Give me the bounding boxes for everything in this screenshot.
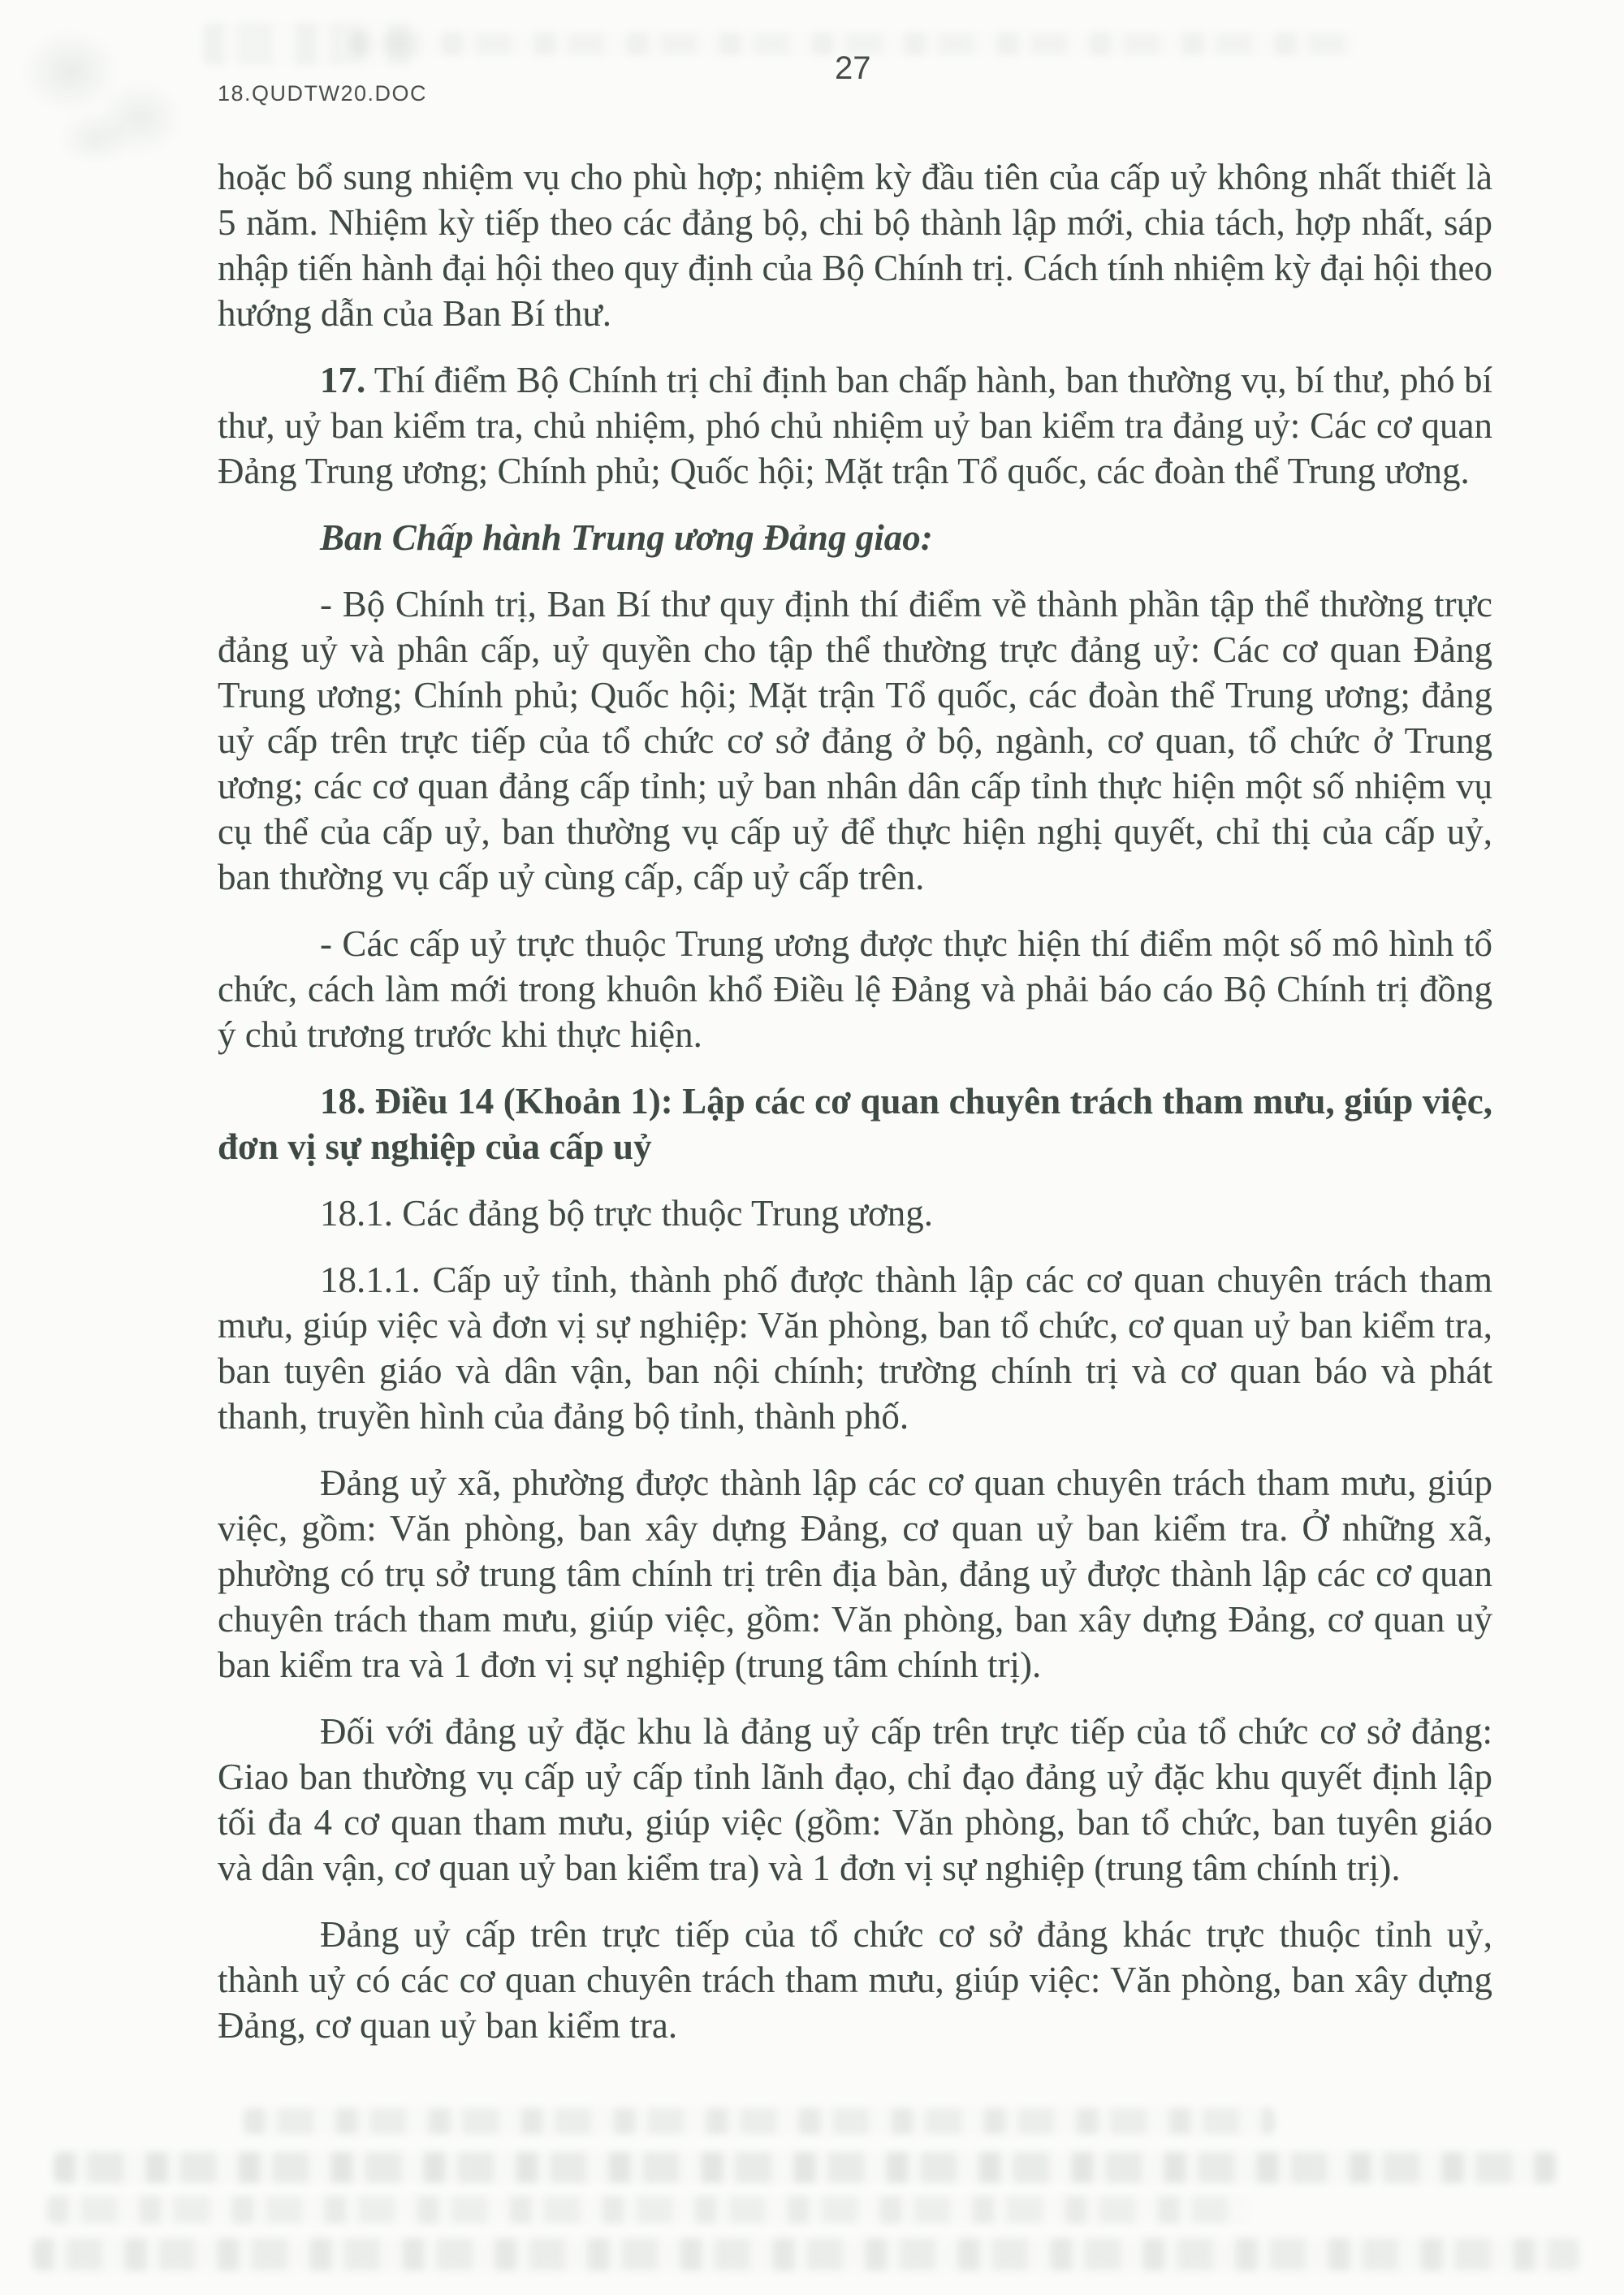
paragraph-18-1-1 bbox=[218, 1257, 1492, 1439]
page-number: 27 bbox=[835, 50, 871, 86]
paragraph-18-1 bbox=[218, 1191, 1492, 1236]
doc-filename: 18.QUDTW20.DOC bbox=[218, 81, 428, 106]
paragraph-text: hoặc bổ sung nhiệm vụ cho phù hợp; nhiệm kỳ đầu tiên của cấp uỷ không nhất thiết là 5 năm. Nhiệm kỳ tiếp theo các đảng bộ, chi bộ thành lập mới, chia tách, hợp nhất, sáp nhập tiến hành đại hội theo quy định của Bộ Chính trị. Cách tính nhiệm kỳ đại hội theo hướng dẫn của Ban Bí thư. bbox=[218, 157, 1492, 334]
scan-artifact-top-center bbox=[203, 23, 422, 65]
heading-item-18 bbox=[218, 1078, 1492, 1169]
heading-text: Điều 14 (Khoản 1): Lập các cơ quan chuyên trách tham mưu, giúp việc, đơn vị sự nghiệp của cấp uỷ bbox=[218, 1081, 1492, 1167]
item-number: 18. bbox=[320, 1081, 366, 1122]
paragraph-text: Đảng uỷ cấp trên trực tiếp của tổ chức cơ sở đảng khác trực thuộc tỉnh uỷ, thành uỷ có các cơ quan chuyên trách tham mưu, giúp việc: Văn phòng, ban xây dựng Đảng, cơ quan uỷ ban kiểm tra. bbox=[218, 1914, 1492, 2046]
paragraph-text: - Các cấp uỷ trực thuộc Trung ương được thực hiện thí điểm một số mô hình tổ chức, cách làm mới trong khuôn khổ Điều lệ Đảng và phải báo cáo Bộ Chính trị đồng ý chủ trương trước khi thực hiện. bbox=[218, 923, 1492, 1055]
paragraph-continuation bbox=[218, 154, 1492, 336]
scan-artifact-bleedthrough-row bbox=[54, 2152, 1556, 2183]
paragraph-text: 18.1. Các đảng bộ trực thuộc Trung ương. bbox=[320, 1193, 934, 1234]
paragraph-cac-cap-uy bbox=[218, 921, 1492, 1057]
item-number: 17. bbox=[320, 360, 366, 400]
heading-text: Ban Chấp hành Trung ương Đảng giao: bbox=[320, 517, 933, 558]
paragraph-dang-uy-dac-khu bbox=[218, 1709, 1492, 1891]
scan-artifact-bleedthrough-row bbox=[244, 2108, 1275, 2134]
paragraph-text: Thí điểm Bộ Chính trị chỉ định ban chấp hành, ban thường vụ, bí thư, phó bí thư, uỷ ban kiểm tra, chủ nhiệm, phó chủ nhiệm uỷ ban kiểm tra đảng uỷ: Các cơ quan Đảng Trung ương; Chính phủ; Quốc hội; Mặt trận Tổ quốc, các đoàn thể Trung ương. bbox=[218, 360, 1492, 491]
scan-artifact-bleedthrough-row bbox=[47, 2196, 1249, 2224]
paragraph-text: - Bộ Chính trị, Ban Bí thư quy định thí điểm về thành phần tập thể thường trực đảng uỷ và phân cấp, uỷ quyền cho tập thể thường trực đảng uỷ: Các cơ quan Đảng Trung ương; Chính phủ; Quốc hội; Mặt trận Tổ quốc, các đoàn thể Trung ương; đảng uỷ cấp trên trực tiếp của tổ chức cơ sở đảng ở bộ, ngành, cơ quan, tổ chức ở Trung ương; các cơ quan đảng cấp tỉnh; uỷ ban nhân dân cấp tỉnh thực hiện một số nhiệm vụ cụ thể của cấp uỷ, ban thường vụ cấp uỷ để thực hiện nghị quyết, chỉ thị của cấp uỷ, ban thường vụ cấp uỷ cùng cấp, cấp uỷ cấp trên. bbox=[218, 584, 1492, 897]
paragraph-text: Đảng uỷ xã, phường được thành lập các cơ quan chuyên trách tham mưu, giúp việc, gồm: Văn phòng, ban xây dựng Đảng, cơ quan uỷ ban kiểm tra. Ở những xã, phường có trụ sở trung tâm chính trị trên địa bàn, đảng uỷ được thành lập các cơ quan chuyên trách tham mưu, giúp việc, gồm: Văn phòng, ban xây dựng Đảng, cơ quan uỷ ban kiểm tra và 1 đơn vị sự nghiệp (trung tâm chính trị). bbox=[218, 1463, 1492, 1685]
paragraph-text: 18.1.1. Cấp uỷ tỉnh, thành phố được thành lập các cơ quan chuyên trách tham mưu, giúp việc và đơn vị sự nghiệp: Văn phòng, ban tổ chức, cơ quan uỷ ban kiểm tra, ban tuyên giáo và dân vận, ban nội chính; trường chính trị và cơ quan báo và phát thanh, truyền hình của đảng bộ tỉnh, thành phố. bbox=[218, 1260, 1492, 1437]
document-body bbox=[218, 154, 1492, 2069]
scan-artifact-top-left bbox=[18, 24, 192, 158]
paragraph-dang-uy-xa bbox=[218, 1460, 1492, 1688]
scan-artifact-bleedthrough-row bbox=[32, 2238, 1579, 2271]
paragraph-bo-chinh-tri bbox=[218, 581, 1492, 900]
paragraph-text: Đối với đảng uỷ đặc khu là đảng uỷ cấp trên trực tiếp của tổ chức cơ sở đảng: Giao ban thường vụ cấp uỷ cấp tỉnh lãnh đạo, chỉ đạo đảng uỷ đặc khu quyết định lập tối đa 4 cơ quan tham mưu, giúp việc (gồm: Văn phòng, ban tổ chức, ban tuyên giáo và dân vận, cơ quan uỷ ban kiểm tra) và 1 đơn vị sự nghiệp (trung tâm chính trị). bbox=[218, 1711, 1492, 1888]
heading-ban-chap-hanh-giao bbox=[218, 515, 1492, 560]
paragraph-item-17 bbox=[218, 357, 1492, 494]
paragraph-dang-uy-cap-tren bbox=[218, 1912, 1492, 2048]
